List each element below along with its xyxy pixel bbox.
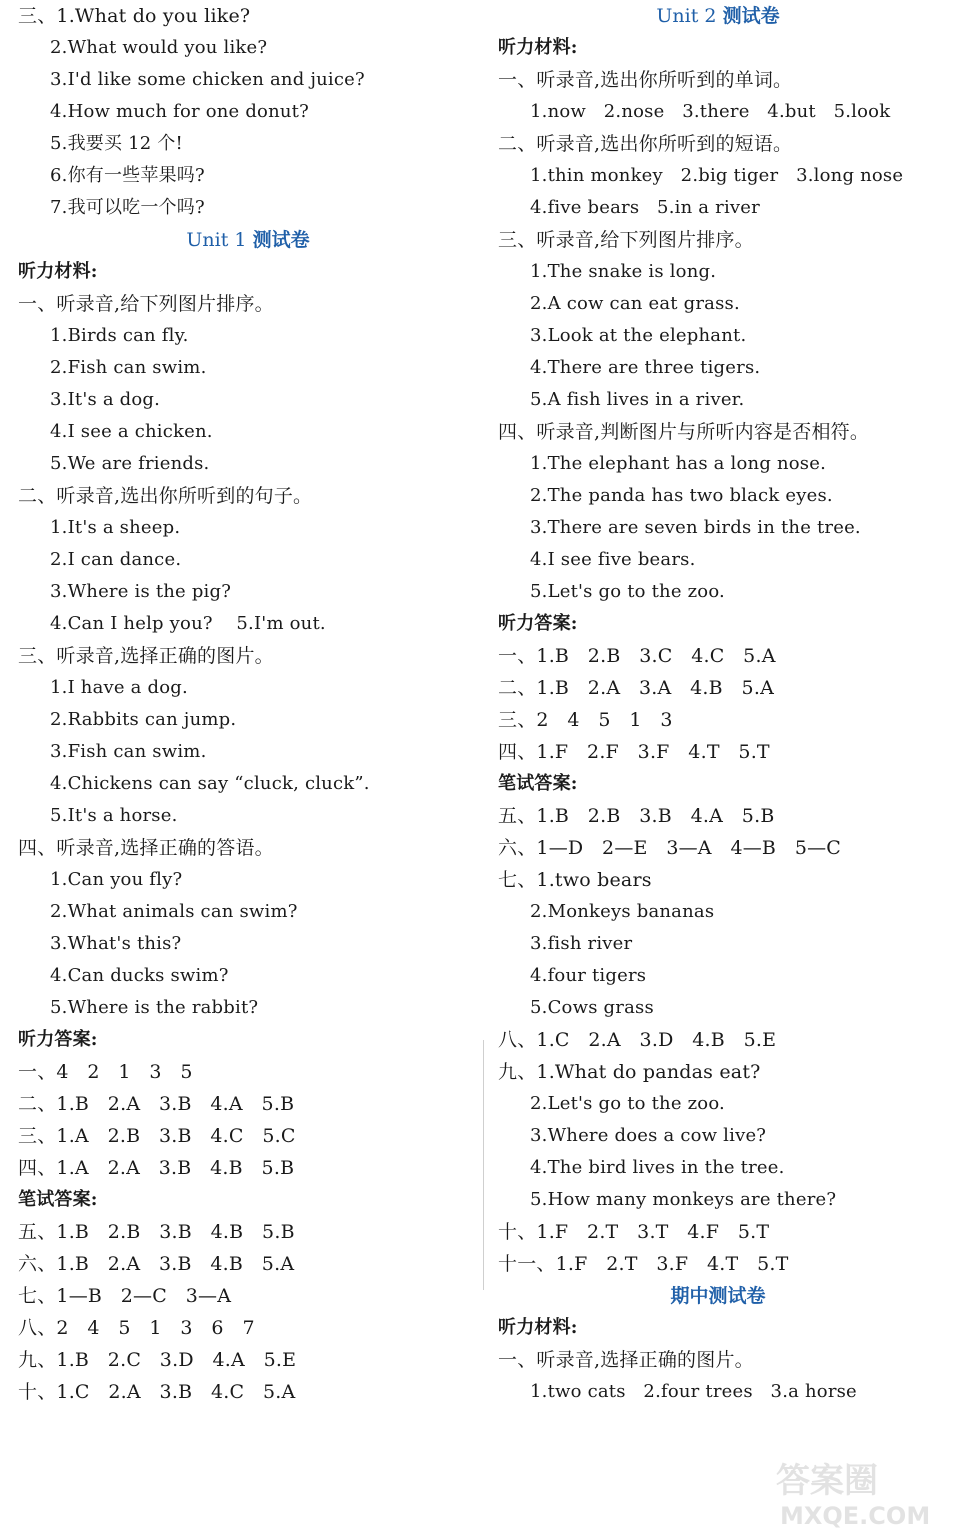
answer-line: 2.A cow can eat grass. — [530, 293, 740, 314]
answer-line: 2.I can dance. — [50, 549, 182, 570]
right-column — [498, 0, 938, 1408]
question-line: 三、听录音,选择正确的图片。 — [18, 645, 274, 667]
answer-line: 5.Let's go to the zoo. — [530, 581, 725, 602]
question-line: 五、1.B 2.B 3.B 4.B 5.B — [18, 1221, 295, 1243]
answer-line: 3.Fish can swim. — [50, 741, 207, 762]
answer-line: 4.I see a chicken. — [50, 421, 213, 442]
answer-line: 5.It's a horse. — [50, 805, 178, 826]
answer-line: 3.Look at the elephant. — [530, 325, 747, 346]
answer-line: 2.Rabbits can jump. — [50, 709, 237, 730]
question-line: 四、听录音,选择正确的答语。 — [18, 837, 274, 859]
section-title-label: 测试卷 — [252, 229, 310, 251]
question-line: 十、1.F 2.T 3.T 4.F 5.T — [498, 1221, 770, 1243]
watermark-text: 答案圈 — [776, 1461, 878, 1501]
question-line: 三、1.What do you like? — [18, 5, 251, 27]
answer-line: 4.five bears 5.in a river — [530, 197, 760, 218]
answer-line: 2.Let's go to the zoo. — [530, 1093, 725, 1114]
answer-line: 1.The snake is long. — [530, 261, 717, 282]
answer-line: 2.The panda has two black eyes. — [530, 485, 833, 506]
section-title — [498, 1280, 938, 1312]
answer-line: 3.Where does a cow live? — [530, 1125, 767, 1146]
answer-line: 1.now 2.nose 3.there 4.but 5.look — [530, 101, 891, 122]
question-line: 六、1.B 2.A 3.B 4.B 5.A — [18, 1253, 295, 1275]
question-line: 五、1.B 2.B 3.B 4.A 5.B — [498, 805, 775, 827]
section-title — [498, 0, 938, 32]
answer-line: 4.There are three tigers. — [530, 357, 761, 378]
question-line: 四、1.A 2.A 3.B 4.B 5.B — [18, 1157, 295, 1179]
question-line: 一、1.B 2.B 3.C 4.C 5.A — [498, 645, 776, 667]
question-line: 一、4 2 1 3 5 — [18, 1061, 193, 1083]
watermark-url: MXQE.COM — [780, 1502, 931, 1530]
section-heading: 听力答案: — [498, 613, 578, 634]
question-line: 一、听录音,给下列图片排序。 — [18, 293, 274, 315]
question-line: 二、1.B 2.A 3.B 4.A 5.B — [18, 1093, 295, 1115]
question-line: 二、听录音,选出你所听到的短语。 — [498, 133, 793, 155]
question-line: 七、1.two bears — [498, 869, 652, 891]
question-line: 六、1—D 2—E 3—A 4—B 5—C — [498, 837, 842, 859]
answer-line: 1.Birds can fly. — [50, 325, 189, 346]
answer-line: 4.The bird lives in the tree. — [530, 1157, 785, 1178]
answer-line: 3.What's this? — [50, 933, 182, 954]
question-line: 一、听录音,选择正确的图片。 — [498, 1349, 754, 1371]
section-title — [18, 224, 478, 256]
section-heading: 听力材料: — [498, 1317, 578, 1338]
question-line: 三、听录音,给下列图片排序。 — [498, 229, 754, 251]
answer-line: 4.I see five bears. — [530, 549, 696, 570]
answer-line: 5.Where is the rabbit? — [50, 997, 259, 1018]
question-line: 九、1.What do pandas eat? — [498, 1061, 761, 1083]
question-line: 七、1—B 2—C 3—A — [18, 1285, 232, 1307]
answer-line: 5.We are friends. — [50, 453, 210, 474]
answer-line: 4.Chickens can say “cluck, cluck”. — [50, 773, 370, 794]
answer-line: 6.你有一些苹果吗? — [50, 165, 205, 186]
left-column — [18, 0, 478, 1408]
question-line: 九、1.B 2.C 3.D 4.A 5.E — [18, 1349, 297, 1371]
answer-line: 1.two cats 2.four trees 3.a horse — [530, 1381, 857, 1402]
question-line: 四、听录音,判断图片与所听内容是否相符。 — [498, 421, 870, 443]
answer-line: 4.four tigers — [530, 965, 647, 986]
answer-line: 4.How much for one donut? — [50, 101, 309, 122]
section-heading: 笔试答案: — [498, 773, 578, 794]
section-title-unit: Unit 1 — [186, 229, 253, 251]
answer-line: 5.A fish lives in a river. — [530, 389, 745, 410]
section-heading: 听力答案: — [18, 1029, 98, 1050]
question-line: 十一、1.F 2.T 3.F 4.T 5.T — [498, 1253, 789, 1275]
section-heading: 听力材料: — [18, 261, 98, 282]
answer-line: 3.I'd like some chicken and juice? — [50, 69, 365, 90]
answer-line: 3.It's a dog. — [50, 389, 161, 410]
answer-line: 2.What animals can swim? — [50, 901, 298, 922]
section-heading: 听力材料: — [498, 37, 578, 58]
question-line: 三、2 4 5 1 3 — [498, 709, 673, 731]
question-line: 二、听录音,选出你所听到的句子。 — [18, 485, 313, 507]
answer-line: 7.我可以吃一个吗? — [50, 197, 205, 218]
question-line: 二、1.B 2.A 3.A 4.B 5.A — [498, 677, 775, 699]
answer-line: 1.I have a dog. — [50, 677, 188, 698]
answer-line: 5.Cows grass — [530, 997, 654, 1018]
question-line: 十、1.C 2.A 3.B 4.C 5.A — [18, 1381, 296, 1403]
answer-line: 5.How many monkeys are there? — [530, 1189, 837, 1210]
question-line: 八、2 4 5 1 3 6 7 — [18, 1317, 255, 1339]
answer-line: 3.fish river — [530, 933, 633, 954]
question-line: 三、1.A 2.B 3.B 4.C 5.C — [18, 1125, 296, 1147]
answer-line: 2.Fish can swim. — [50, 357, 207, 378]
question-line: 八、1.C 2.A 3.D 4.B 5.E — [498, 1029, 777, 1051]
answer-line: 1.It's a sheep. — [50, 517, 181, 538]
question-line: 一、听录音,选出你所听到的单词。 — [498, 69, 793, 91]
answer-line: 3.There are seven birds in the tree. — [530, 517, 861, 538]
answer-line: 3.Where is the pig? — [50, 581, 232, 602]
answer-line: 4.Can I help you? 5.I'm out. — [50, 613, 326, 634]
answer-line: 2.Monkeys bananas — [530, 901, 715, 922]
answer-line: 1.The elephant has a long nose. — [530, 453, 827, 474]
answer-line: 5.我要买 12 个! — [50, 133, 183, 154]
section-title-label: 测试卷 — [722, 5, 780, 27]
section-title-label: 期中测试卷 — [670, 1285, 766, 1307]
question-line: 四、1.F 2.F 3.F 4.T 5.T — [498, 741, 770, 763]
section-heading: 笔试答案: — [18, 1189, 98, 1210]
answer-line: 4.Can ducks swim? — [50, 965, 229, 986]
section-title-unit: Unit 2 — [656, 5, 723, 27]
answer-line: 1.Can you fly? — [50, 869, 183, 890]
answer-line: 2.What would you like? — [50, 37, 268, 58]
answer-line: 1.thin monkey 2.big tiger 3.long nose — [530, 165, 904, 186]
column-divider — [483, 1040, 484, 1290]
watermark-logo — [776, 1454, 946, 1530]
